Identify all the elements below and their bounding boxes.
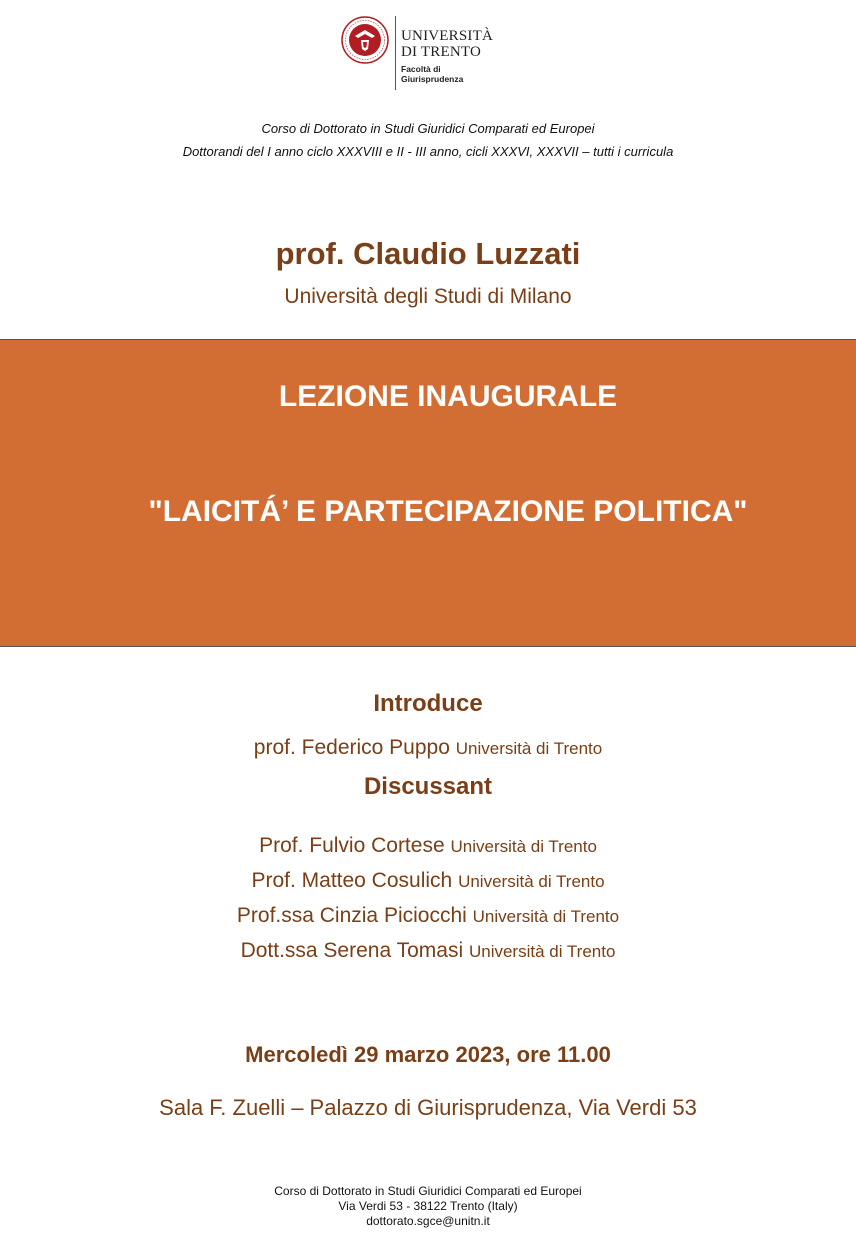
lecture-banner xyxy=(0,339,856,647)
discussant-name: Prof. Matteo Cosulich xyxy=(251,869,453,892)
footer-course: Corso di Dottorato in Studi Giuridici Comparati ed Europei xyxy=(274,1184,582,1198)
faculty-line2: Giurisprudenza xyxy=(401,73,464,84)
footer-address: Via Verdi 53 - 38122 Trento (Italy) xyxy=(338,1199,518,1213)
discussant-affiliation: Università di Trento xyxy=(458,872,605,891)
discussant-item xyxy=(0,829,856,864)
university-name-line1: UNIVERSITÀ xyxy=(401,28,493,44)
event-venue: Sala F. Zuelli – Palazzo di Giurisprudenza, Via Verdi 53 xyxy=(159,1095,697,1120)
university-seal-icon xyxy=(341,16,389,64)
discussant-name: Prof.ssa Cinzia Piciocchi xyxy=(236,904,467,927)
speaker-affiliation: Università degli Studi di Milano xyxy=(284,285,572,308)
discussant-name: Dott.ssa Serena Tomasi xyxy=(240,939,464,962)
event-date: Mercoledì 29 marzo 2023, ore 11.00 xyxy=(245,1042,611,1067)
speaker-name: prof. Claudio Luzzati xyxy=(275,236,581,271)
introducer-line xyxy=(0,731,856,766)
logo-divider xyxy=(395,16,396,90)
lecture-heading: LEZIONE INAUGURALE xyxy=(278,380,618,413)
lecture-title: "LAICITÁ’ E PARTECIPAZIONE POLITICA" xyxy=(148,495,748,528)
university-logo xyxy=(341,14,511,94)
discussant-label: Discussant xyxy=(363,773,493,800)
discussant-affiliation: Università di Trento xyxy=(472,907,620,926)
faculty-name xyxy=(401,65,463,84)
audience-line: Dottorandi del I anno ciclo XXXVIII e II - III anno, cicli XXXVI, XXXVII – tutti i curricula xyxy=(182,144,674,159)
discussant-affiliation: Università di Trento xyxy=(468,942,616,961)
discussant-name: Prof. Fulvio Cortese xyxy=(259,834,445,857)
faculty-line1: Facoltà di xyxy=(401,64,441,74)
discussant-item xyxy=(0,899,856,934)
university-name xyxy=(401,28,493,60)
discussant-item xyxy=(0,934,856,969)
discussant-list xyxy=(0,829,856,969)
introducer-name: prof. Federico Puppo xyxy=(253,736,450,759)
discussant-item xyxy=(0,864,856,899)
footer-email[interactable]: dottorato.sgce@unitn.it xyxy=(366,1214,490,1228)
university-name-line2: DI TRENTO xyxy=(401,44,481,60)
course-name: Corso di Dottorato in Studi Giuridici Comparati ed Europei xyxy=(261,121,595,136)
introducer-affiliation: Università di Trento xyxy=(455,739,603,758)
introduce-label: Introduce xyxy=(373,690,483,717)
discussant-affiliation: Università di Trento xyxy=(450,837,597,856)
